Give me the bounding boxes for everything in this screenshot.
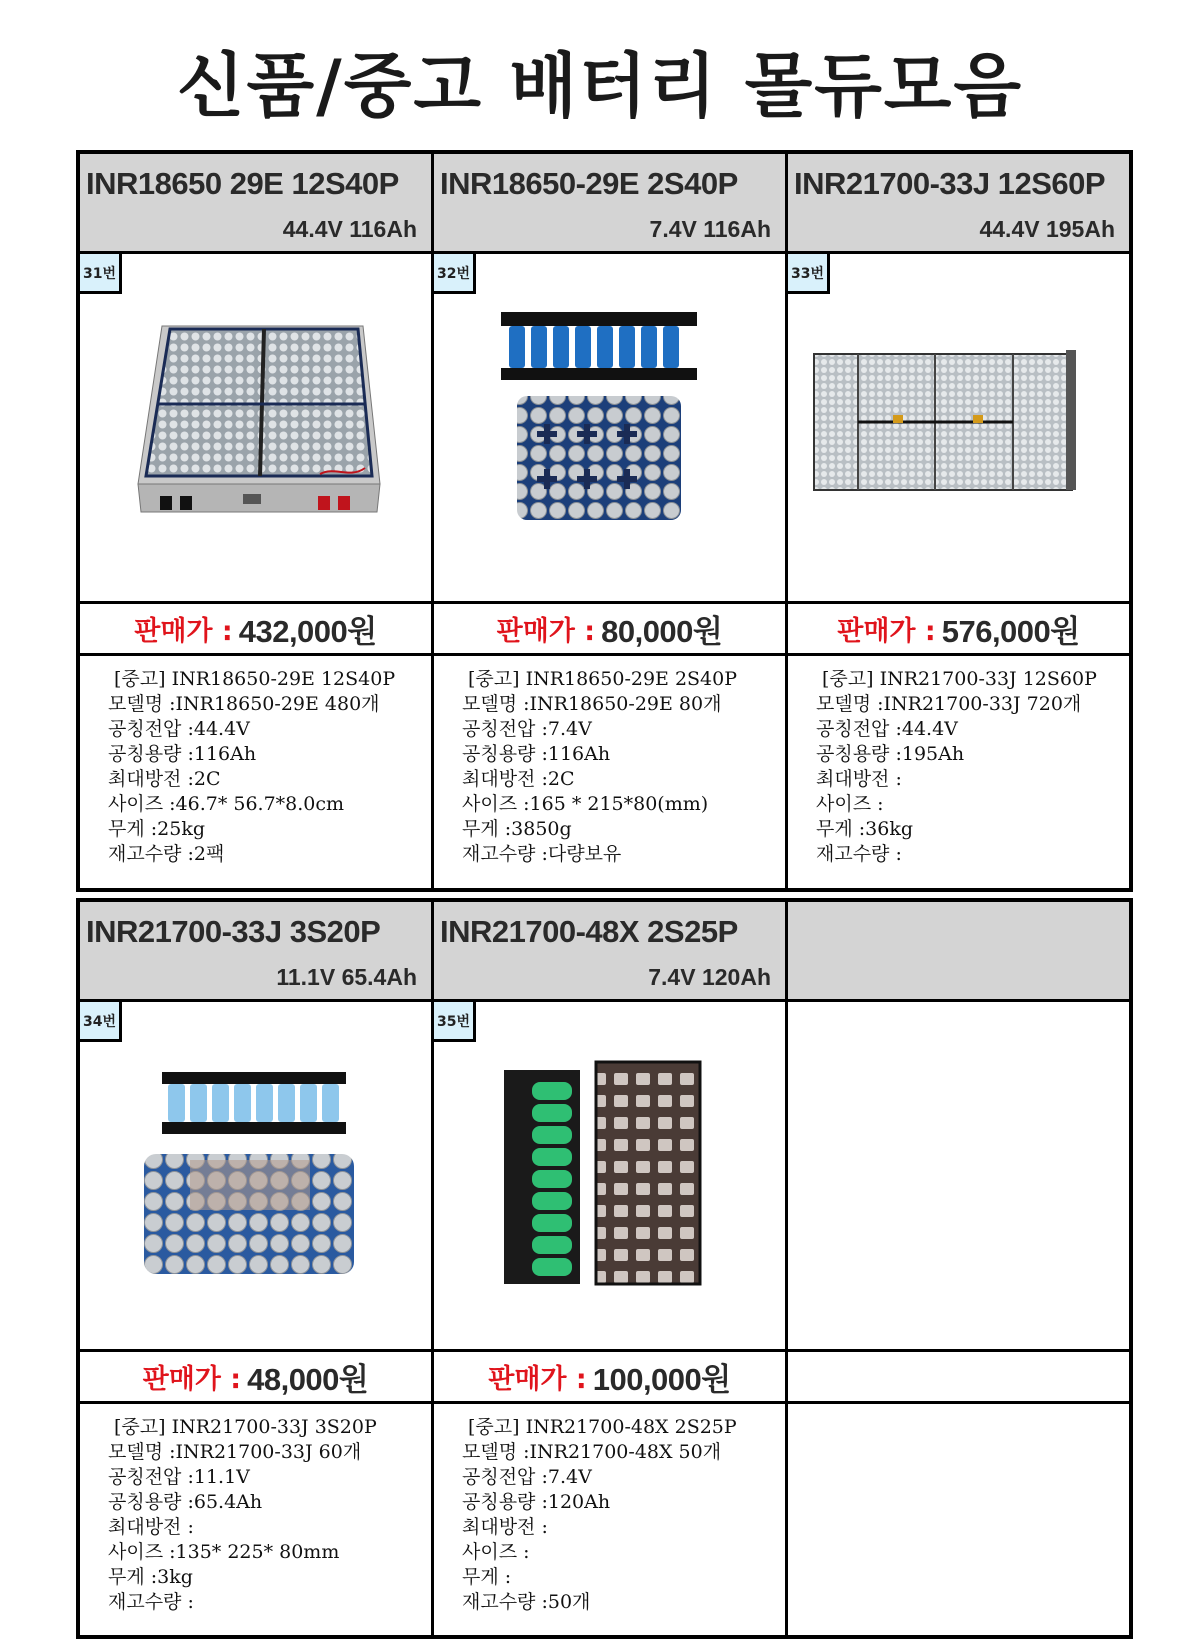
details-title: [중고] INR18650-29E 12S40P [114,668,396,690]
details-title: [중고] INR21700-33J 12S60P [822,668,1097,690]
detail-key: 재고수량 : [108,1591,194,1613]
detail-row [462,692,785,717]
product-header [434,902,788,1002]
product-details [434,656,788,888]
empty-cell [788,1352,1129,1404]
detail-value: 3kg [157,1566,193,1588]
item-number-badge: 31번 [80,254,122,294]
product-image-cell [434,1002,788,1352]
detail-row [108,792,431,817]
detail-key: 최대방전 : [816,768,902,790]
detail-key: 모델명 : [816,693,884,715]
detail-value: 36kg [865,818,914,840]
detail-key: 공칭용량 : [816,743,902,765]
detail-value: 135* 225* 80mm [175,1541,340,1563]
detail-value: 50개 [547,1591,591,1613]
detail-key: 공칭전압 : [108,1466,194,1488]
detail-row [462,1515,785,1540]
details-title: [중고] INR21700-33J 3S20P [114,1416,377,1438]
detail-row [108,1565,431,1590]
price-value: 432,000원 [238,614,377,649]
product-spec: 7.4V 116Ah [649,216,771,242]
detail-value: 120Ah [547,1491,611,1513]
detail-key: 사이즈 : [108,1541,176,1563]
detail-key: 공칭용량 : [462,1491,548,1513]
detail-value: 195Ah [901,743,965,765]
empty-cell [788,1002,1129,1352]
detail-row [462,1490,785,1515]
product-details [80,656,434,888]
detail-key: 모델명 : [462,1441,530,1463]
detail-row [108,692,431,717]
item-number-badge: 33번 [788,254,830,294]
detail-key: 최대방전 : [108,768,194,790]
detail-key: 재고수량 : [462,1591,548,1613]
battery-module-image [434,1002,785,1349]
price-value: 48,000원 [247,1362,369,1397]
detail-value: 7.4V [547,718,592,740]
detail-value: 65.4Ah [193,1491,263,1513]
detail-value: 2C [193,768,221,790]
product-header [80,154,434,254]
price-label: 판매가 : [488,1364,587,1395]
detail-key: 사이즈 : [462,793,530,815]
product-header [434,154,788,254]
detail-key: 무게 : [816,818,866,840]
detail-row [462,842,785,867]
detail-value: 3850g [511,818,572,840]
detail-key: 공칭전압 : [462,718,548,740]
price-label: 판매가 : [496,616,596,647]
detail-key: 재고수량 : [816,843,902,865]
detail-key: 사이즈 : [816,793,884,815]
detail-key: 공칭용량 : [462,743,548,765]
detail-key: 무게 : [462,818,512,840]
product-model: INR18650-29E 2S40P [440,166,738,201]
detail-value: INR18650-29E 80개 [529,693,722,715]
product-details [434,1404,788,1635]
product-image-cell [788,254,1129,604]
detail-row [816,817,1129,842]
price-value: 80,000원 [601,614,723,649]
detail-value: 116Ah [547,743,611,765]
detail-row [462,767,785,792]
detail-value: INR21700-33J 60개 [175,1441,362,1463]
product-spec: 7.4V 120Ah [648,964,771,990]
product-model: INR21700-33J 12S60P [794,166,1106,201]
detail-row [816,792,1129,817]
detail-row [462,742,785,767]
product-spec: 44.4V 195Ah [979,216,1115,242]
detail-row [816,742,1129,767]
detail-row [816,767,1129,792]
price-cell [80,604,434,656]
price-cell [434,604,788,656]
detail-value: 2C [547,768,575,790]
price-cell [80,1352,434,1404]
details-title: [중고] INR21700-48X 2S25P [468,1416,737,1438]
detail-row [462,792,785,817]
product-table-bottom [76,898,1133,1639]
detail-row [462,1465,785,1490]
detail-value: 46.7* 56.7*8.0cm [175,793,345,815]
battery-module-image [80,1002,431,1349]
detail-key: 모델명 : [462,693,530,715]
product-model: INR21700-33J 3S20P [86,914,381,949]
detail-row [108,1590,431,1615]
detail-row [816,842,1129,867]
detail-row [108,717,431,742]
product-image-cell [80,1002,434,1352]
detail-key: 최대방전 : [462,768,548,790]
detail-key: 무게 : [108,818,158,840]
item-number-badge: 32번 [434,254,476,294]
detail-key: 공칭용량 : [108,1491,194,1513]
detail-key: 모델명 : [108,1441,176,1463]
detail-key: 무게 : [108,1566,158,1588]
detail-value: INR18650-29E 480개 [175,693,380,715]
detail-row [108,1540,431,1565]
detail-value: 116Ah [193,743,257,765]
detail-key: 모델명 : [108,693,176,715]
product-image-cell [80,254,434,604]
price-cell [434,1352,788,1404]
detail-key: 최대방전 : [108,1516,194,1538]
detail-value: 11.1V [193,1466,250,1488]
battery-pack-image [80,254,431,601]
detail-row [108,842,431,867]
details-title: [중고] INR18650-29E 2S40P [468,668,738,690]
detail-value: 165 * 215*80(mm) [529,793,709,815]
detail-value: 다량보유 [547,843,622,865]
product-table-top [76,150,1133,892]
product-spec: 44.4V 116Ah [282,216,417,242]
detail-row [462,1565,785,1590]
product-details [80,1404,434,1635]
product-model: INR18650 29E 12S40P [86,166,399,201]
page-title: 신품/중고 배터리 몰듀모음 [176,45,1024,127]
detail-value: 44.4V [193,718,250,740]
price-value: 576,000원 [941,614,1080,649]
detail-key: 공칭전압 : [462,1466,548,1488]
product-header [788,154,1129,254]
detail-row [462,817,785,842]
price-cell [788,604,1129,656]
detail-key: 무게 : [462,1566,512,1588]
detail-key: 공칭용량 : [108,743,194,765]
product-details [788,656,1129,888]
detail-value: 25kg [157,818,206,840]
detail-row [816,717,1129,742]
detail-row [462,1540,785,1565]
detail-row [816,692,1129,717]
product-image-cell [434,254,788,604]
price-value: 100,000원 [592,1362,731,1397]
detail-key: 최대방전 : [462,1516,548,1538]
detail-row [108,767,431,792]
detail-row [108,1465,431,1490]
item-number-badge: 34번 [80,1002,122,1042]
price-label: 판매가 : [142,1364,242,1395]
product-spec: 11.1V 65.4Ah [276,964,417,990]
battery-rack-image [788,254,1118,601]
detail-key: 재고수량 : [108,843,194,865]
price-label: 판매가 : [837,616,936,647]
detail-row [108,1490,431,1515]
product-header-empty [788,902,1129,1002]
detail-key: 재고수량 : [462,843,548,865]
detail-value: 2팩 [193,843,225,865]
battery-module-image [434,254,785,601]
detail-row [108,1515,431,1540]
detail-key: 사이즈 : [462,1541,530,1563]
detail-row [462,1440,785,1465]
empty-cell [788,1404,1129,1635]
detail-row [462,717,785,742]
detail-value: INR21700-33J 720개 [883,693,1082,715]
detail-row [462,1590,785,1615]
detail-value: 44.4V [901,718,958,740]
product-model: INR21700-48X 2S25P [440,914,738,949]
detail-value: INR21700-48X 50개 [529,1441,722,1463]
detail-key: 공칭전압 : [108,718,194,740]
detail-key: 공칭전압 : [816,718,902,740]
detail-row [108,742,431,767]
detail-key: 사이즈 : [108,793,176,815]
detail-row [108,817,431,842]
detail-value: 7.4V [547,1466,592,1488]
item-number-badge: 35번 [434,1002,476,1042]
product-header [80,902,434,1002]
price-label: 판매가 : [134,616,233,647]
detail-row [108,1440,431,1465]
